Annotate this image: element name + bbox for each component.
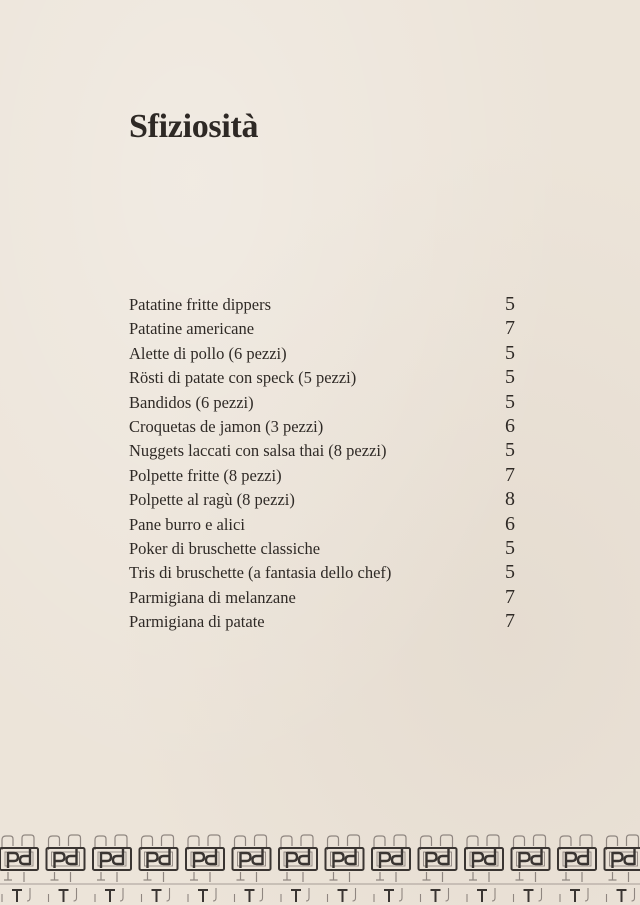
menu-item-name: Nuggets laccati con salsa thai (8 pezzi) bbox=[129, 441, 387, 461]
pd-logo-mark bbox=[512, 835, 550, 902]
menu-item-price: 7 bbox=[505, 585, 515, 608]
menu-item-name: Parmigiana di patate bbox=[129, 612, 265, 632]
menu-item bbox=[129, 416, 515, 440]
menu-item-price: 5 bbox=[505, 439, 515, 462]
menu-item-name: Patatine fritte dippers bbox=[129, 295, 272, 314]
menu-item-name: Alette di pollo (6 pezzi) bbox=[129, 343, 287, 363]
menu-item bbox=[129, 392, 515, 416]
menu-item-price: 6 bbox=[505, 414, 515, 437]
menu-item bbox=[129, 514, 515, 538]
logo-pattern bbox=[0, 832, 640, 905]
menu-item-name: Tris di bruschette (a fantasia dello chef) bbox=[129, 563, 392, 583]
menu-item bbox=[129, 367, 515, 391]
menu-item-name: Croquetas de jamon (3 pezzi) bbox=[129, 416, 324, 436]
pd-logo-mark bbox=[279, 835, 317, 902]
menu-item-price: 5 bbox=[505, 536, 515, 559]
menu-item bbox=[129, 318, 515, 342]
menu-item bbox=[129, 465, 515, 489]
pd-logo-mark bbox=[93, 835, 131, 902]
pd-logo-mark bbox=[465, 835, 503, 902]
menu-item-name: Patatine americane bbox=[129, 319, 255, 339]
menu-item-name: Polpette al ragù (8 pezzi) bbox=[129, 490, 295, 510]
menu-item bbox=[129, 294, 515, 318]
menu-item-name: Polpette fritte (8 pezzi) bbox=[129, 465, 282, 485]
menu-item-price: 8 bbox=[505, 488, 515, 511]
menu-item-price: 5 bbox=[505, 366, 515, 389]
menu-item-name: Poker di bruschette classiche bbox=[129, 538, 321, 558]
menu-item bbox=[129, 440, 515, 464]
pd-logo-mark bbox=[419, 835, 457, 902]
menu-item-name: Parmigiana di melanzane bbox=[129, 587, 296, 607]
pd-logo-mark bbox=[186, 835, 224, 902]
pd-logo-mark bbox=[558, 835, 596, 902]
menu-item-price: 5 bbox=[505, 293, 515, 315]
logo-pattern-band bbox=[0, 832, 640, 905]
pd-logo-mark bbox=[326, 835, 364, 902]
menu-item-price: 7 bbox=[505, 610, 515, 633]
pd-logo-mark bbox=[233, 835, 271, 902]
menu-item-price: 5 bbox=[505, 561, 515, 584]
menu-item-price: 7 bbox=[505, 463, 515, 486]
pd-logo-mark bbox=[47, 835, 85, 902]
menu-item-price: 7 bbox=[505, 317, 515, 340]
pd-logo-mark bbox=[372, 835, 410, 902]
pd-logo-mark bbox=[605, 835, 640, 902]
menu-item bbox=[129, 611, 515, 635]
menu-item bbox=[129, 538, 515, 562]
menu-item-name: Pane burro e alici bbox=[129, 514, 245, 534]
menu-list bbox=[129, 294, 515, 635]
pd-logo-mark bbox=[0, 835, 38, 902]
menu-item-name: Rösti di patate con speck (5 pezzi) bbox=[129, 368, 357, 388]
pd-logo-mark bbox=[140, 835, 178, 902]
menu-item-price: 6 bbox=[505, 512, 515, 535]
menu-item-price: 5 bbox=[505, 341, 515, 364]
menu-item bbox=[129, 489, 515, 513]
menu-item-name: Bandidos (6 pezzi) bbox=[129, 392, 254, 412]
menu-item-price: 5 bbox=[505, 390, 515, 413]
menu-item bbox=[129, 587, 515, 611]
menu-item bbox=[129, 343, 515, 367]
page-title: Sfiziosità bbox=[129, 108, 259, 145]
menu-item bbox=[129, 562, 515, 586]
